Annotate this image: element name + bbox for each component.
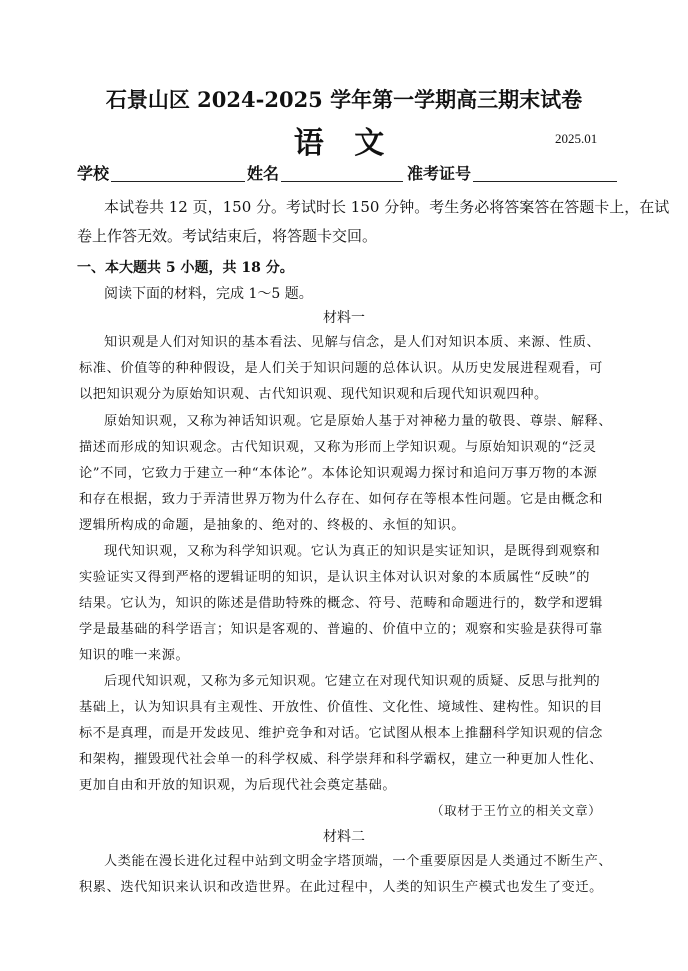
material1-line: 后现代知识观，又称为多元知识观。它建立在对现代知识观的质疑、反思与批判的 bbox=[104, 674, 601, 689]
exam-title: 石景山区 2024-2025 学年第一学期高三期末试卷 bbox=[105, 87, 583, 112]
material1-line: 知识的唯一来源。 bbox=[79, 648, 190, 663]
name-blank bbox=[281, 181, 403, 182]
material1-line: 和架构，摧毁现代社会单一的科学权威、科学崇拜和科学霸权，建立一种更加人性化、 bbox=[79, 752, 603, 767]
material2-title: 材料二 bbox=[323, 829, 365, 845]
material1-line: 论”不同，它致力于建立一种“本体论”。本体论知识观竭力探讨和追问万事万物的本源 bbox=[79, 466, 598, 481]
material1-line: 标准、价值等的种种假设，是人们关于知识问题的总体认识。从历史发展进程观看，可 bbox=[79, 361, 603, 376]
exam-date: 2025.01 bbox=[555, 131, 598, 146]
material1-line: 描述而形成的知识观念。古代知识观，又称为形而上学知识观。与原始知识观的“泛灵 bbox=[79, 440, 597, 455]
material1-line: 学是最基础的科学语言；知识是客观的、普遍的、价值中立的；观察和实验是获得可靠 bbox=[79, 622, 603, 637]
material1-line: 实验证实又得到严格的逻辑证明的知识，是认识主体对认识对象的本质属性“反映”的 bbox=[79, 570, 591, 585]
material2-line: 人类能在漫长进化过程中站到文明金字塔顶端，一个重要原因是人类通过不断生产、 bbox=[104, 854, 613, 869]
material1-line: 现代知识观，又称为科学知识观。它认为真正的知识是实证知识，是既得到观察和 bbox=[104, 544, 601, 559]
material1-line: 标不是真理，而是开发歧见、维护竞争和对话。它试图从根本上推翻科学知识观的信念 bbox=[79, 726, 603, 741]
instructions-line-2: 卷上作答无效。考试结束后，将答题卡交回。 bbox=[77, 227, 378, 245]
material1-line: 基础上，认为知识具有主观性、开放性、价值性、文化性、境域性、建构性。知识的目 bbox=[79, 700, 603, 715]
instructions-line-1: 本试卷共 12 页，150 分。考试时长 150 分钟。考生务必将答案答在答题卡上，在试 bbox=[104, 198, 670, 216]
material2-line: 积累、迭代知识来认识和改造世界。在此过程中，人类的知识生产模式也发生了变迁。 bbox=[79, 880, 603, 895]
material1-line: 结果。它认为，知识的陈述是借助特殊的概念、符号、范畴和命题进行的，数学和逻辑 bbox=[79, 596, 603, 611]
material1-line: 原始知识观，又称为神话知识观。它是原始人基于对神秘力量的敬畏、尊崇、解释、 bbox=[104, 414, 613, 429]
material1-line: 逻辑所构成的命题，是抽象的、绝对的、终极的、永恒的知识。 bbox=[79, 518, 466, 533]
student-info-line bbox=[77, 161, 617, 183]
material1-title: 材料一 bbox=[323, 310, 365, 326]
section-prompt: 阅读下面的材料，完成 1～5 题。 bbox=[104, 286, 313, 302]
material1-line: 更加自由和开放的知识观，为后现代社会奠定基础。 bbox=[79, 778, 397, 793]
material1-line: 知识观是人们对知识的基本看法、见解与信念，是人们对知识本质、来源、性质、 bbox=[104, 335, 601, 350]
name-label: 姓名 bbox=[247, 164, 280, 183]
exam-id-label: 准考证号 bbox=[407, 164, 472, 183]
section-heading: 一、本大题共 5 小题，共 18 分。 bbox=[77, 260, 294, 276]
exam-id-blank bbox=[473, 181, 617, 182]
school-label: 学校 bbox=[77, 164, 110, 183]
material1-line: 以把知识观分为原始知识观、古代知识观、现代知识观和后现代知识观四种。 bbox=[79, 387, 548, 402]
school-blank bbox=[111, 181, 245, 182]
material1-line: 和存在根据，致力于弄清世界万物为什么存在、如何存在等根本性问题。它是由概念和 bbox=[79, 492, 603, 507]
material1-source: （取材于王竹立的相关文章） bbox=[431, 803, 602, 818]
subject-title: 语 文 bbox=[293, 126, 395, 161]
